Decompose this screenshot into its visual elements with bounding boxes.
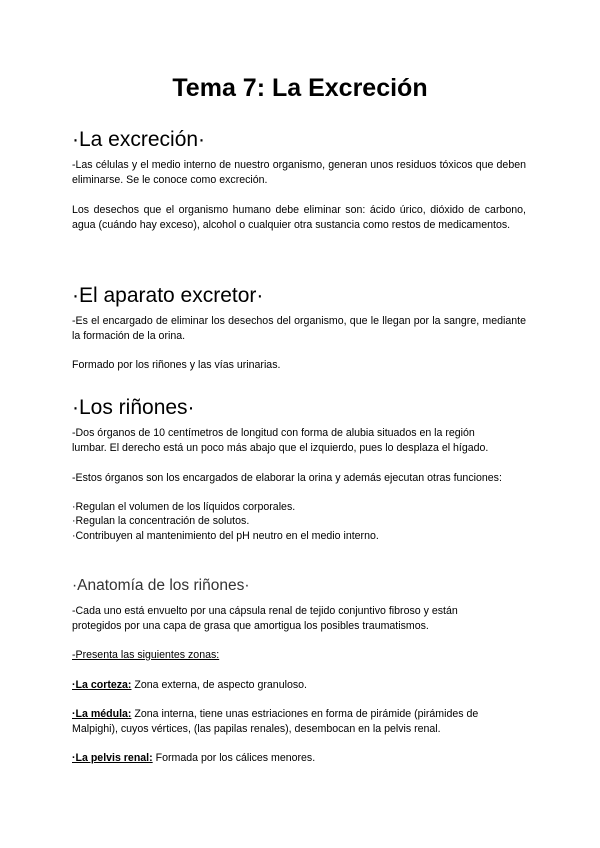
zone-corteza: [72, 678, 526, 693]
zone-corteza-label: ·La corteza:: [72, 679, 132, 691]
zones-intro: -Presenta las siguientes zonas:: [72, 649, 220, 661]
zone-medula-text: Zona interna, tiene unas estriaciones en forma de pirámide (pirámides de: [131, 708, 479, 720]
rinones-paragraph-2: -Estos órganos son los encargados de elaborar la orina y además ejecutan otras funciones:: [72, 472, 502, 484]
zone-pelvis-text: Formada por los cálices menores.: [152, 752, 316, 764]
aparato-paragraph-1: -Es el encargado de eliminar los desechos del organismo, que le llegan por la sangre, mediante la formación de la orina.: [72, 315, 526, 343]
heading-excrecion: ·La excreción·: [72, 128, 206, 151]
zone-medula: [72, 707, 526, 722]
anatomia-paragraph-1-line-1: -Cada uno está envuelto por una cápsula renal de tejido conjuntivo fibroso y están: [72, 605, 458, 617]
zone-pelvis-label: ·La pelvis renal:: [72, 752, 153, 764]
heading-aparato-excretor: ·El aparato excretor·: [72, 284, 264, 307]
excrecion-paragraph-2: Los desechos que el organismo humano debe eliminar son: ácido úrico, dióxido de carbono, agua (cuándo hay exceso), alcohol o cualquier otra sustancia como restos de medicamentos.: [72, 204, 526, 232]
heading-anatomia-rinones: ·Anatomía de los riñones·: [72, 577, 250, 594]
list-item: ·Contribuyen al mantenimiento del pH neutro en el medio interno.: [72, 530, 379, 542]
zone-corteza-text: Zona externa, de aspecto granuloso.: [131, 679, 307, 691]
rinones-paragraph-1-line-2: lumbar. El derecho está un poco más abajo que el izquierdo, pues lo desplaza el hígado.: [72, 442, 489, 454]
aparato-paragraph-2: Formado por los riñones y las vías urinarias.: [72, 359, 281, 371]
anatomia-paragraph-1-line-2: protegidos por una capa de grasa que amortigua los posibles traumatismos.: [72, 620, 429, 632]
heading-rinones: ·Los riñones·: [72, 396, 195, 419]
rinones-paragraph-1-line-1: -Dos órganos de 10 centímetros de longitud con forma de alubia situados en la región: [72, 427, 475, 439]
page-title: Tema 7: La Excreción: [172, 74, 428, 102]
list-item: ·Regulan la concentración de solutos.: [72, 515, 250, 527]
excrecion-paragraph-1: -Las células y el medio interno de nuestro organismo, generan unos residuos tóxicos que deben eliminarse. Se le conoce como excreción.: [72, 159, 526, 187]
zone-medula-label: ·La médula:: [72, 708, 132, 720]
list-item: ·Regulan el volumen de los líquidos corporales.: [72, 501, 296, 513]
zone-pelvis-renal: [72, 751, 526, 766]
zone-medula-continued: Malpighi), cuyos vértices, (las papilas renales), desembocan en la pelvis renal.: [72, 723, 441, 735]
